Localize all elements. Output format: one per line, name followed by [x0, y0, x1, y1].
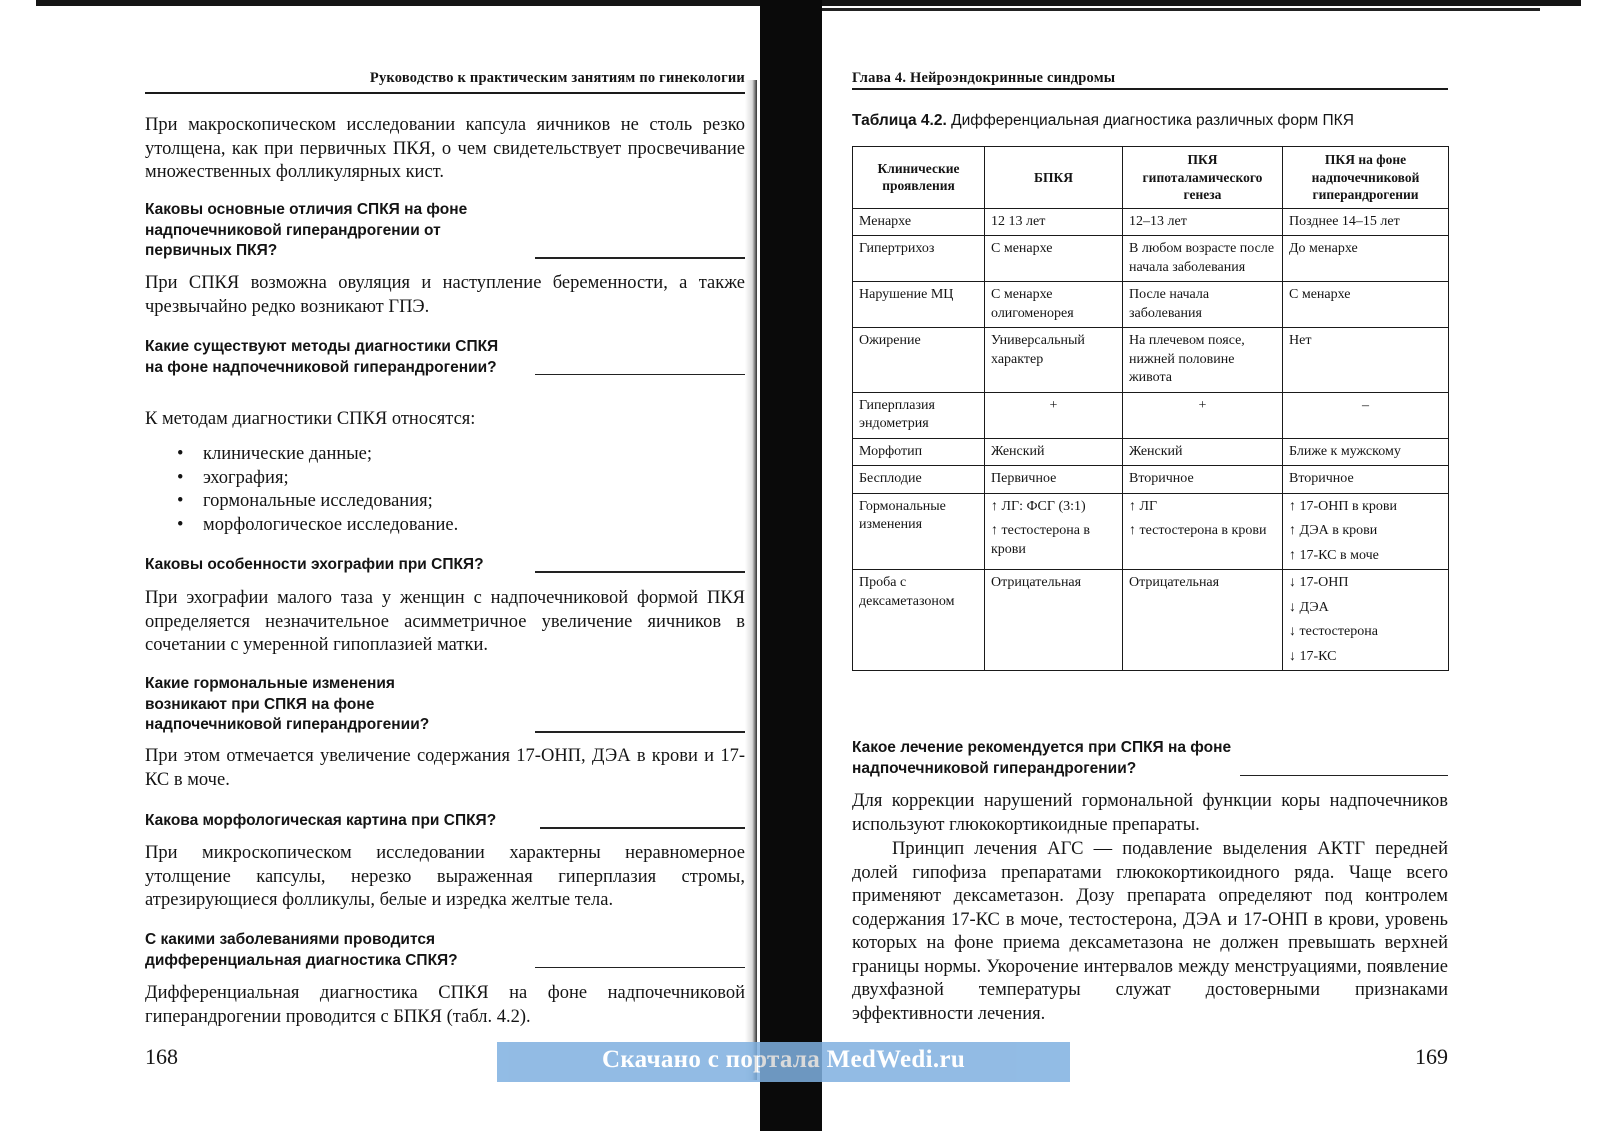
book-spine: [760, 0, 822, 1131]
cell-line: ↑ тестостерона в крови: [991, 523, 1091, 557]
row-label-cell: Ожирение: [853, 328, 985, 393]
question-heading: Какое лечение рекомендуется при СПКЯ на фоне надпочечниковой гиперандрогении?: [852, 739, 1232, 777]
list-item: • морфологическое исследование.: [177, 514, 745, 538]
table-cell: Позднее 14–15 лет: [1283, 208, 1449, 236]
question-block: [145, 337, 745, 378]
table-cell: 12 13 лет: [985, 208, 1123, 236]
question-heading: Какова морфологическая картина при СПКЯ?: [145, 812, 497, 829]
cell-line: ↑ 17-КС в моче: [1289, 547, 1379, 563]
question-heading: Какие гормональные изменения возникают при СПКЯ на фоне надпочечниковой гиперандрогении?: [145, 675, 430, 733]
methods-list: [145, 443, 745, 537]
question-rule: [535, 731, 745, 733]
table-caption: [852, 112, 1354, 130]
table-cell: Вторичное: [1123, 466, 1283, 494]
row-label-cell: Морфотип: [853, 438, 985, 466]
answer-block: [852, 838, 1448, 1026]
answer-block: [145, 842, 745, 913]
table-cell: Отрицательная: [1123, 570, 1283, 671]
column-header: ПКЯ на фоне надпочечниковой гиперандрогении: [1283, 147, 1449, 209]
table-cell: 12–13 лет: [1123, 208, 1283, 236]
table-cell: С менархе: [985, 236, 1123, 282]
page-number: 169: [1415, 1044, 1448, 1069]
table-row: [853, 282, 1449, 328]
table-header-row: [853, 147, 1449, 209]
table-cell: После начала заболевания: [1123, 282, 1283, 328]
table-label: Таблица 4.2.: [852, 112, 947, 129]
table-row: [853, 570, 1449, 671]
answer-block: [145, 272, 745, 319]
table-cell: До менархе: [1283, 236, 1449, 282]
body-paragraph: При эхографии малого таза у женщин с надпочечниковой формой ПКЯ определяется незначительное асимметричное увеличение яичников в сочетании с умеренной гипоплазией матки.: [145, 588, 745, 655]
cell-line: ↑ ДЭА в крови: [1289, 523, 1378, 538]
intro-paragraph: [145, 114, 745, 185]
cell-line: ↓ 17-КС: [1289, 648, 1337, 664]
table-row: [853, 438, 1449, 466]
question-heading: Каковы основные отличия СПКЯ на фоне надпочечниковой гиперандрогении от первичных ПКЯ?: [145, 201, 468, 259]
table-row: [853, 208, 1449, 236]
cell-line: ↑ 17-ОНП в крови: [1289, 498, 1398, 514]
cell-line: ↑ ЛГ: [1129, 498, 1158, 514]
question-block: [145, 555, 745, 576]
list-item: • гормональные исследования;: [177, 490, 745, 514]
cell-line: ↓ 17-ОНП: [1289, 575, 1349, 590]
running-head: Глава 4. Нейроэндокринные синдромы: [852, 70, 1116, 86]
list-item: • клинические данные;: [177, 443, 745, 467]
table-cell: [985, 493, 1123, 570]
question-rule: [1240, 775, 1448, 777]
question-heading: С какими заболеваниями проводится дифференциальная диагностика СПКЯ?: [145, 931, 458, 969]
table-caption-text: Дифференциальная диагностика различных форм ПКЯ: [951, 112, 1354, 129]
body-paragraph: При микроскопическом исследовании характерны неравномерное утолщение капсулы, нерезко выраженная гиперплазия стромы, атрезирующиеся фолликулы, белые и изредка желтые тела.: [145, 843, 745, 910]
head-rule: [852, 88, 1448, 90]
table-cell: –: [1283, 392, 1449, 438]
answer-block: [145, 587, 745, 658]
table-cell: +: [1123, 392, 1283, 438]
body-paragraph: Принцип лечения АГС — подавление выделения АКТГ передней долей гипофиза препаратами глюкокортикоидного ряда. Чаще всего применяют дексаметазон. Дозу препарата определяют под контролем содержания 17-КС в моче, тестостерона, ДЭА и 17-ОНП в крови, уровень которых на фоне приема дексаметазона не должен превышать верхней границы нормы. Укорочение интервалов между менструациями, появление двухфазной температуры служат достоверными признаками эффективности лечения.: [852, 839, 1448, 1024]
page-curl-shadow: [745, 80, 757, 1080]
table-cell: Универсальный характер: [985, 328, 1123, 393]
table-cell: С менархе: [1283, 282, 1449, 328]
answer-block: [852, 790, 1448, 837]
question-rule: [535, 571, 745, 573]
question-rule: [535, 967, 745, 969]
body-paragraph: При этом отмечается увеличение содержания 17-ОНП, ДЭА в крови и 17-КС в моче.: [145, 746, 745, 790]
table-cell: Женский: [985, 438, 1123, 466]
watermark-banner: [497, 1042, 1070, 1082]
table-cell: Нет: [1283, 328, 1449, 393]
answer-block: [145, 982, 745, 1029]
body-paragraph: К методам диагностики СПКЯ относятся:: [145, 409, 476, 429]
cell-line: ↑ ЛГ: ФСГ (3:1): [991, 498, 1086, 514]
running-head: Руководство к практическим занятиям по гинекологии: [369, 70, 745, 86]
table-cell: Женский: [1123, 438, 1283, 466]
table-row: [853, 466, 1449, 494]
column-header: БПКЯ: [985, 147, 1123, 209]
left-page: [145, 0, 745, 1131]
page-number: 168: [145, 1044, 178, 1069]
row-label-cell: Менархе: [853, 208, 985, 236]
table-row: [853, 392, 1449, 438]
table-cell: На плечевом поясе, нижней половине живота: [1123, 328, 1283, 393]
table-cell: С менархе олигоменорея: [985, 282, 1123, 328]
cell-line: ↑ тестостерона в крови: [1129, 523, 1267, 538]
list-item: • эхография;: [177, 467, 745, 491]
question-block: [145, 930, 745, 971]
cell-line: ↓ тестостерона: [1289, 624, 1378, 639]
answer-block: [145, 745, 745, 792]
body-paragraph: Дифференциальная диагностика СПКЯ на фоне надпочечниковой гиперандрогении проводится с БПКЯ (табл. 4.2).: [145, 983, 745, 1027]
table-cell: [1123, 493, 1283, 570]
table-cell: [1283, 493, 1449, 570]
question-rule: [535, 257, 745, 259]
row-label-cell: Гипертрихоз: [853, 236, 985, 282]
question-rule: [540, 827, 745, 829]
watermark-text: Скачано с портала MedWedi.ru: [601, 1046, 966, 1073]
row-label-cell: Гормональные изменения: [853, 493, 985, 570]
table-cell: [1283, 570, 1449, 671]
question-block: [145, 674, 745, 736]
diagnosis-table: [852, 146, 1449, 671]
row-label-cell: Проба с дексаметазоном: [853, 570, 985, 671]
table-cell: Первичное: [985, 466, 1123, 494]
table-cell: Ближе к мужскому: [1283, 438, 1449, 466]
head-rule: [145, 92, 745, 94]
row-label-cell: Гиперплазия эндометрия: [853, 392, 985, 438]
table-row: [853, 236, 1449, 282]
question-rule: [535, 374, 745, 376]
question-heading: Какие существуют методы диагностики СПКЯ на фоне надпочечниковой гиперандрогении?: [145, 338, 499, 376]
table-row: [853, 328, 1449, 393]
body-paragraph: При СПКЯ возможна овуляция и наступление беременности, а также чрезвычайно редко возникают ГПЭ.: [145, 273, 745, 317]
row-label-cell: Нарушение МЦ: [853, 282, 985, 328]
row-label-cell: Бесплодие: [853, 466, 985, 494]
answer-block: [145, 408, 745, 432]
question-block: [145, 200, 745, 262]
table-cell: +: [985, 392, 1123, 438]
question-block: [145, 811, 745, 832]
cell-line: ↓ ДЭА: [1289, 599, 1329, 615]
table-cell: Отрицательная: [985, 570, 1123, 671]
body-paragraph: При макроскопическом исследовании капсула яичников не столь резко утолщена, как при первичных ПКЯ, о чем свидетельствует просвечивание множественных фолликулярных кист.: [145, 115, 745, 182]
column-header: Клинические проявления: [853, 147, 985, 209]
question-block: [852, 738, 1448, 779]
body-paragraph: Для коррекции нарушений гормональной функции коры надпочечников используют глюкокортикоидные препараты.: [852, 791, 1448, 835]
table-cell: В любом возрасте после начала заболевания: [1123, 236, 1283, 282]
right-page: [852, 0, 1448, 1131]
question-heading: Каковы особенности эхографии при СПКЯ?: [145, 556, 484, 573]
table-row: [853, 493, 1449, 570]
table-cell: Вторичное: [1283, 466, 1449, 494]
column-header: ПКЯ гипоталамического генеза: [1123, 147, 1283, 209]
